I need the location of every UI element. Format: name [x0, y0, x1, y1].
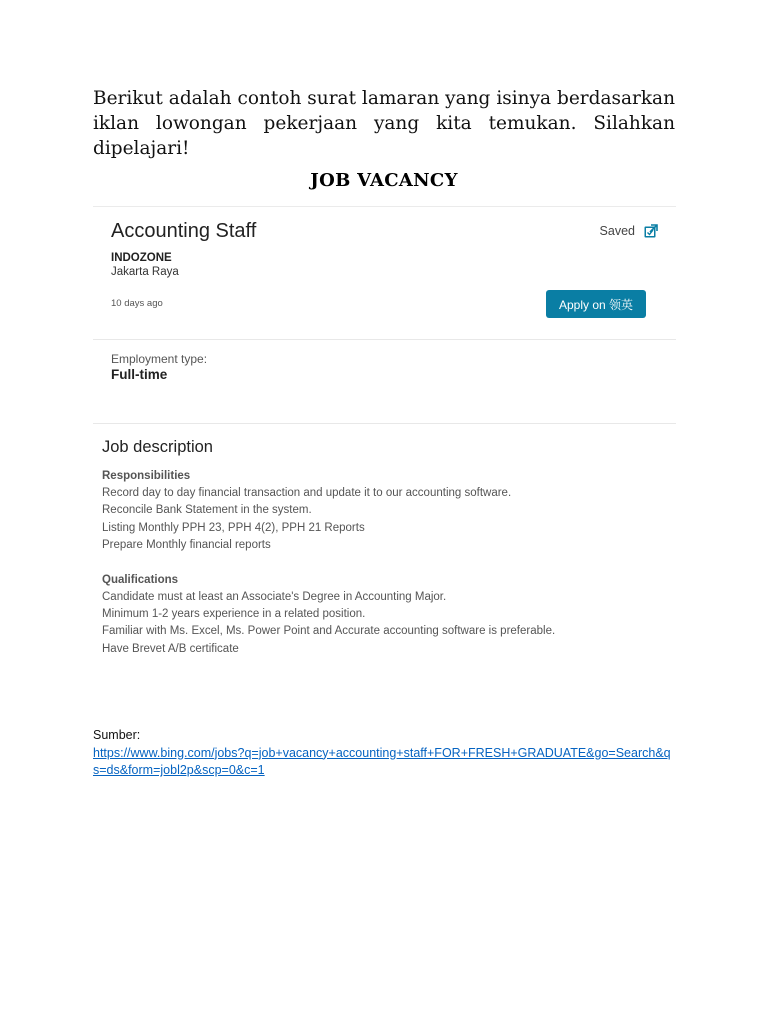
source-label: Sumber:	[93, 728, 141, 742]
apply-button[interactable]: Apply on 领英	[546, 290, 646, 318]
employment-type-label: Employment type:	[111, 352, 208, 366]
document-heading: JOB VACANCY	[310, 170, 458, 191]
list-item: Have Brevet A/B certificate	[102, 642, 239, 655]
responsibilities-list	[102, 485, 662, 555]
qualifications-block	[102, 572, 662, 659]
intro-paragraph: Berikut adalah contoh surat lamaran yang isinya berdasarkan iklan lowongan pekerjaan yang kita temukan. Silahkan dipelajari!	[93, 88, 675, 159]
qualifications-list	[102, 589, 662, 659]
responsibilities-block	[102, 468, 662, 555]
employment-type-value: Full-time	[111, 367, 168, 382]
list-item: Minimum 1-2 years experience in a related position.	[102, 608, 366, 621]
saved-button[interactable]	[600, 224, 658, 238]
list-item: Candidate must at least an Associate's Degree in Accounting Major.	[102, 590, 447, 603]
responsibilities-heading: Responsibilities	[102, 470, 191, 482]
job-description-section	[102, 438, 662, 658]
card-top-border	[93, 206, 676, 207]
list-item: Familiar with Ms. Excel, Ms. Power Point and Accurate accounting software is preferable.	[102, 625, 556, 638]
external-link-icon[interactable]	[644, 224, 658, 238]
list-item: Prepare Monthly financial reports	[102, 539, 271, 552]
job-title[interactable]: Accounting Staff	[111, 220, 257, 242]
qualifications-heading: Qualifications	[102, 573, 179, 586]
card-divider	[93, 339, 676, 340]
list-item: Listing Monthly PPH 23, PPH 4(2), PPH 21 Reports	[102, 521, 365, 534]
list-item: Reconcile Bank Statement in the system.	[102, 504, 312, 517]
saved-label: Saved	[599, 224, 635, 238]
source-link[interactable]: https://www.bing.com/jobs?q=job+vacancy+accounting+staff+FOR+FRESH+GRADUATE&go=Search&qs=ds&form=jobl2p&scp=0&c=1	[93, 745, 671, 777]
card-bottom-border	[93, 423, 676, 424]
job-description-title: Job description	[102, 438, 213, 456]
company-name[interactable]: INDOZONE	[111, 252, 172, 264]
list-item: Record day to day financial transaction and update it to our accounting software.	[102, 487, 512, 499]
job-card	[93, 206, 676, 424]
job-location: Jakarta Raya	[111, 266, 179, 278]
source-block	[93, 727, 683, 780]
posted-date: 10 days ago	[111, 298, 163, 309]
